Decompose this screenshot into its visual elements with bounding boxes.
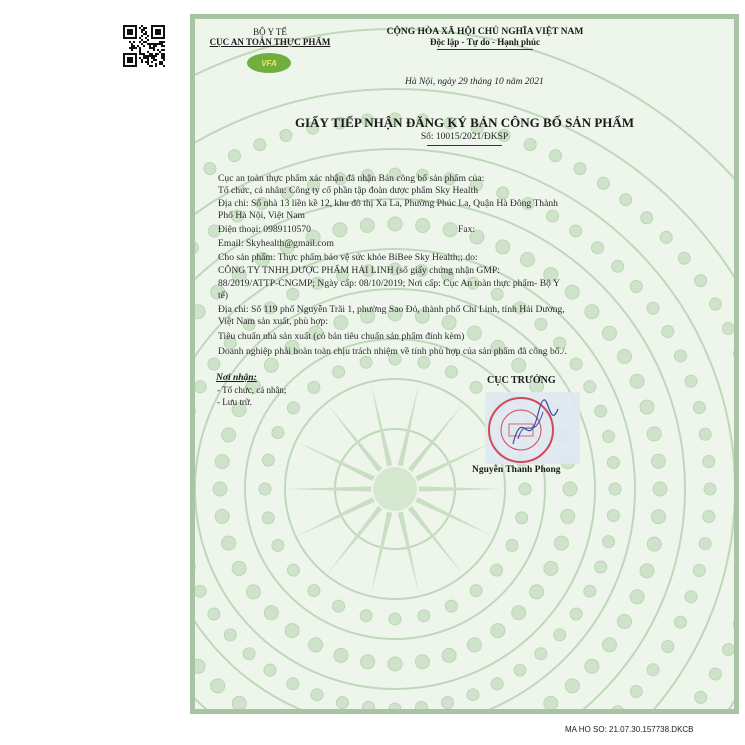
drum-ornament bbox=[554, 536, 568, 550]
drum-ornament bbox=[709, 668, 721, 680]
drum-ornament bbox=[496, 240, 510, 254]
recipients-label: Nơi nhận: bbox=[216, 373, 257, 383]
drum-ornament bbox=[442, 316, 456, 330]
drum-ornament bbox=[516, 512, 528, 524]
drum-ornament bbox=[647, 537, 661, 551]
drum-ornament bbox=[264, 664, 276, 676]
star-ray bbox=[398, 512, 419, 595]
drum-ornament bbox=[506, 539, 518, 551]
star-ray bbox=[287, 486, 371, 491]
drum-ornament bbox=[584, 381, 596, 393]
drum-ornament bbox=[597, 177, 609, 189]
maker-line-2: 88/2019/ATTP-CNGMP; Ngày cấp: 08/10/2019; Nơi cấp: Cục An toàn thực phẩm- Bộ Y bbox=[218, 278, 560, 289]
phone-line: Điện thoại: 0989110570 bbox=[218, 224, 311, 235]
recipient-item: - Lưu trữ. bbox=[217, 397, 252, 407]
drum-ornament bbox=[204, 163, 216, 175]
drum-ornament bbox=[208, 358, 220, 370]
drum-ornament bbox=[333, 600, 345, 612]
drum-ornament bbox=[272, 539, 284, 551]
drum-ornament bbox=[311, 689, 323, 701]
drum-ornament bbox=[640, 400, 654, 414]
drum-ornament bbox=[491, 678, 503, 690]
drum-ornament bbox=[246, 585, 260, 599]
drum-ornament bbox=[243, 648, 255, 660]
fax-line: Fax: bbox=[458, 224, 476, 235]
drum-ornament bbox=[309, 638, 323, 652]
drum-ornament bbox=[215, 509, 229, 523]
drum-ornament bbox=[550, 150, 562, 162]
drum-ornament bbox=[733, 618, 734, 630]
drum-ornament bbox=[363, 701, 375, 709]
drum-ornament bbox=[630, 281, 642, 293]
vfa-logo-text: VFA bbox=[261, 58, 277, 68]
drum-ornament bbox=[563, 482, 577, 496]
recipient-item: - Tổ chức, cá nhân; bbox=[217, 385, 287, 395]
drum-ornament bbox=[333, 366, 345, 378]
email-line: Email: Skyhealth@gmail.com bbox=[218, 238, 334, 249]
drum-ornament bbox=[491, 624, 505, 638]
drum-ornament bbox=[695, 275, 707, 287]
drum-ornament bbox=[361, 655, 375, 669]
drum-ornament bbox=[699, 428, 711, 440]
certificate-frame bbox=[190, 14, 739, 714]
drum-ornament bbox=[652, 510, 666, 524]
agency-name: CỤC AN TOÀN THỰC PHẨM bbox=[209, 37, 331, 47]
drum-ornament bbox=[195, 305, 205, 319]
drum-ornament bbox=[195, 242, 199, 254]
drum-ornament bbox=[630, 590, 644, 604]
drum-ornament bbox=[618, 350, 632, 364]
drum-ornament bbox=[360, 610, 372, 622]
drum-ornament bbox=[388, 657, 402, 671]
drum-ornament bbox=[685, 591, 697, 603]
drum-ornament bbox=[554, 629, 566, 641]
drum-ornament bbox=[334, 648, 348, 662]
issue-date: Hà Nội, ngày 29 tháng 10 năm 2021 bbox=[405, 77, 544, 87]
drum-ornament bbox=[602, 326, 616, 340]
drum-ornament bbox=[584, 585, 596, 597]
ministry-name: BỘ Y TẾ bbox=[253, 27, 287, 37]
drum-ornament bbox=[264, 606, 278, 620]
drum-ornament bbox=[418, 356, 430, 368]
star-ray bbox=[398, 384, 419, 467]
drum-ornament bbox=[445, 600, 457, 612]
drum-ornament bbox=[709, 298, 721, 310]
drum-ornament bbox=[491, 288, 503, 300]
drum-ornament bbox=[595, 405, 607, 417]
drum-ornament bbox=[418, 610, 430, 622]
document-title: GIẤY TIẾP NHẬN ĐĂNG KÝ BẢN CÔNG BỐ SẢN PHẨM bbox=[294, 115, 635, 130]
drum-ornament bbox=[262, 454, 274, 466]
drum-ornament bbox=[195, 659, 205, 673]
drum-ornament bbox=[467, 638, 481, 652]
drum-ornament bbox=[416, 219, 430, 233]
drum-ornament bbox=[415, 655, 429, 669]
drum-ornament bbox=[695, 691, 707, 703]
drum-ornament bbox=[565, 679, 579, 693]
drum-ornament bbox=[704, 483, 716, 495]
drum-ornament bbox=[612, 706, 624, 709]
drum-ornament bbox=[693, 565, 705, 577]
drum-ornament bbox=[703, 511, 715, 523]
drum-ornament bbox=[259, 483, 271, 495]
signer-name: Nguyễn Thanh Phong bbox=[472, 465, 561, 475]
responsibility-line: Doanh nghiệp phải hoàn toàn chịu trách nhiệm về tính phù hợp của sản phẩm đã công bố./. bbox=[218, 346, 568, 357]
drum-ornament bbox=[620, 194, 632, 206]
drum-ornament bbox=[470, 585, 482, 597]
drum-ornament bbox=[215, 455, 229, 469]
drum-ornament bbox=[272, 427, 284, 439]
drum-ornament bbox=[389, 703, 401, 709]
drum-ornament bbox=[287, 288, 299, 300]
drum-ornament bbox=[442, 697, 454, 709]
drum-ornament bbox=[662, 326, 674, 338]
document-number: Số: 10015/2021/ĐKSP bbox=[420, 132, 509, 142]
drum-ornament bbox=[647, 302, 659, 314]
drum-ornament bbox=[612, 260, 624, 272]
drum-ornament bbox=[521, 253, 535, 267]
star-ray bbox=[371, 512, 392, 595]
official-seal bbox=[483, 394, 563, 466]
drum-ornament bbox=[660, 231, 672, 243]
drum-ornament bbox=[603, 536, 615, 548]
drum-ornament bbox=[229, 150, 241, 162]
drum-ornament bbox=[287, 402, 299, 414]
drum-ornament bbox=[512, 606, 526, 620]
vfa-logo bbox=[247, 53, 291, 73]
drum-ornament bbox=[585, 305, 599, 319]
maker-address-1: Địa chỉ: Số 119 phố Nguyễn Trãi 1, phường Sao Đỏ, thành phố Chí Linh, tỉnh Hải Dương, bbox=[218, 304, 565, 315]
drum-ornament bbox=[693, 402, 705, 414]
address-line-2: Phố Hà Nội, Việt Nam bbox=[218, 210, 305, 221]
drum-ornament bbox=[544, 561, 558, 575]
drum-ornament bbox=[287, 678, 299, 690]
maker-address-2: Việt Nam sản xuất, phù hợp: bbox=[218, 316, 329, 327]
drum-ornament bbox=[652, 454, 666, 468]
drum-ornament bbox=[442, 648, 456, 662]
drum-ornament bbox=[388, 217, 402, 231]
drum-ornament bbox=[334, 316, 348, 330]
drum-ornament bbox=[360, 356, 372, 368]
drum-ornament bbox=[653, 482, 667, 496]
drum-ornament bbox=[287, 564, 299, 576]
drum-ornament bbox=[264, 358, 278, 372]
national-motto: Độc lập - Tự do - Hạnh phúc bbox=[429, 37, 540, 47]
drum-ornament bbox=[514, 664, 526, 676]
drum-ornament bbox=[544, 696, 558, 709]
drum-ornament bbox=[336, 697, 348, 709]
drum-ornament bbox=[675, 616, 687, 628]
drum-ornament bbox=[535, 318, 547, 330]
drum-ornament bbox=[618, 615, 632, 629]
drum-ornament bbox=[647, 427, 661, 441]
drum-ornament bbox=[195, 585, 206, 597]
drum-ornament bbox=[491, 564, 503, 576]
dossier-code: MA HO SO: 21.07.30.157738.DKCB bbox=[565, 725, 694, 734]
drum-ornament bbox=[675, 350, 687, 362]
drum-ornament bbox=[733, 348, 734, 360]
standard-line: Tiêu chuẩn nhà sản xuất (có bản tiêu chuẩn sản phẩm đính kèm) bbox=[218, 331, 465, 342]
drum-ornament bbox=[360, 219, 374, 233]
drum-ornament bbox=[703, 456, 715, 468]
drum-ornament bbox=[222, 428, 236, 442]
drum-ornament bbox=[208, 608, 220, 620]
drum-ornament bbox=[641, 212, 653, 224]
drum-ornament bbox=[222, 536, 236, 550]
drum-ornament bbox=[640, 564, 654, 578]
drum-ornament bbox=[662, 641, 674, 653]
drum-ornament bbox=[389, 613, 401, 625]
drum-ornament bbox=[561, 509, 575, 523]
drum-ornament bbox=[232, 561, 246, 575]
drum-ornament bbox=[565, 285, 579, 299]
drum-ornament bbox=[530, 585, 544, 599]
maker-line-3: tế) bbox=[218, 290, 229, 301]
organization-line: Tổ chức, cá nhân: Công ty cổ phần tập đoàn dược phẩm Sky Health bbox=[218, 185, 479, 196]
qr-code bbox=[123, 25, 165, 67]
signer-role: CỤC TRƯỞNG bbox=[487, 375, 556, 386]
drum-ornament bbox=[470, 381, 482, 393]
drum-ornament bbox=[595, 561, 607, 573]
drum-ornament bbox=[467, 326, 481, 340]
drum-ornament bbox=[195, 381, 206, 393]
drum-ornament bbox=[630, 374, 644, 388]
drum-ornament bbox=[547, 210, 559, 222]
product-line: Cho sản phẩm: Thực phẩm bảo vệ sức khỏe BiBee Sky Health;; do: bbox=[218, 252, 478, 263]
drum-ornament bbox=[685, 375, 697, 387]
drum-ornament bbox=[308, 585, 320, 597]
drum-ornament bbox=[585, 659, 599, 673]
drum-ornament bbox=[630, 686, 642, 698]
star-ray bbox=[419, 486, 503, 491]
drum-ornament bbox=[262, 512, 274, 524]
drum-ornament bbox=[224, 629, 236, 641]
drum-ornament bbox=[467, 689, 479, 701]
drum-ornament bbox=[570, 608, 582, 620]
drum-ornament bbox=[213, 482, 227, 496]
drum-ornament bbox=[647, 664, 659, 676]
drum-ornament bbox=[308, 381, 320, 393]
drum-ornament bbox=[699, 538, 711, 550]
drum-ornament bbox=[232, 696, 246, 709]
drum-ornament bbox=[722, 323, 734, 335]
drum-ornament bbox=[678, 252, 690, 264]
drum-ornament bbox=[607, 510, 619, 522]
drum-ornament bbox=[535, 648, 547, 660]
drum-ornament bbox=[519, 483, 531, 495]
drum-ornament bbox=[722, 644, 734, 656]
drum-ornament bbox=[445, 366, 457, 378]
drum-ornament bbox=[570, 225, 582, 237]
maker-line-1: CÔNG TY TNHH DƯỢC PHẨM HẢI LINH (số giấy chứng nhận GMP: bbox=[218, 265, 500, 276]
intro-line: Cục an toàn thực phẩm xác nhận đã nhận Bản công bố sản phẩm của: bbox=[218, 173, 485, 184]
drum-ornament bbox=[211, 679, 225, 693]
drum-ornament bbox=[570, 358, 582, 370]
drum-ornament bbox=[512, 358, 526, 372]
drum-ornament bbox=[603, 430, 615, 442]
country-name: CỘNG HÒA XÃ HỘI CHỦ NGHĨA VIỆT NAM bbox=[386, 27, 584, 37]
drum-ornament bbox=[592, 242, 604, 254]
drum-ornament bbox=[333, 223, 347, 237]
star-ray bbox=[371, 384, 392, 467]
drum-ornament bbox=[574, 163, 586, 175]
drum-ornament bbox=[416, 701, 428, 709]
address-line-1: Địa chỉ: Số nhà 13 liền kề 12, khu đô thị Xa La, Phường Phúc La, Quận Hà Đông Thành bbox=[218, 198, 558, 209]
drum-ornament bbox=[602, 638, 616, 652]
drum-ornament bbox=[607, 457, 619, 469]
drum-ornament bbox=[609, 483, 621, 495]
drum-ornament bbox=[285, 624, 299, 638]
drum-ornament bbox=[443, 223, 457, 237]
